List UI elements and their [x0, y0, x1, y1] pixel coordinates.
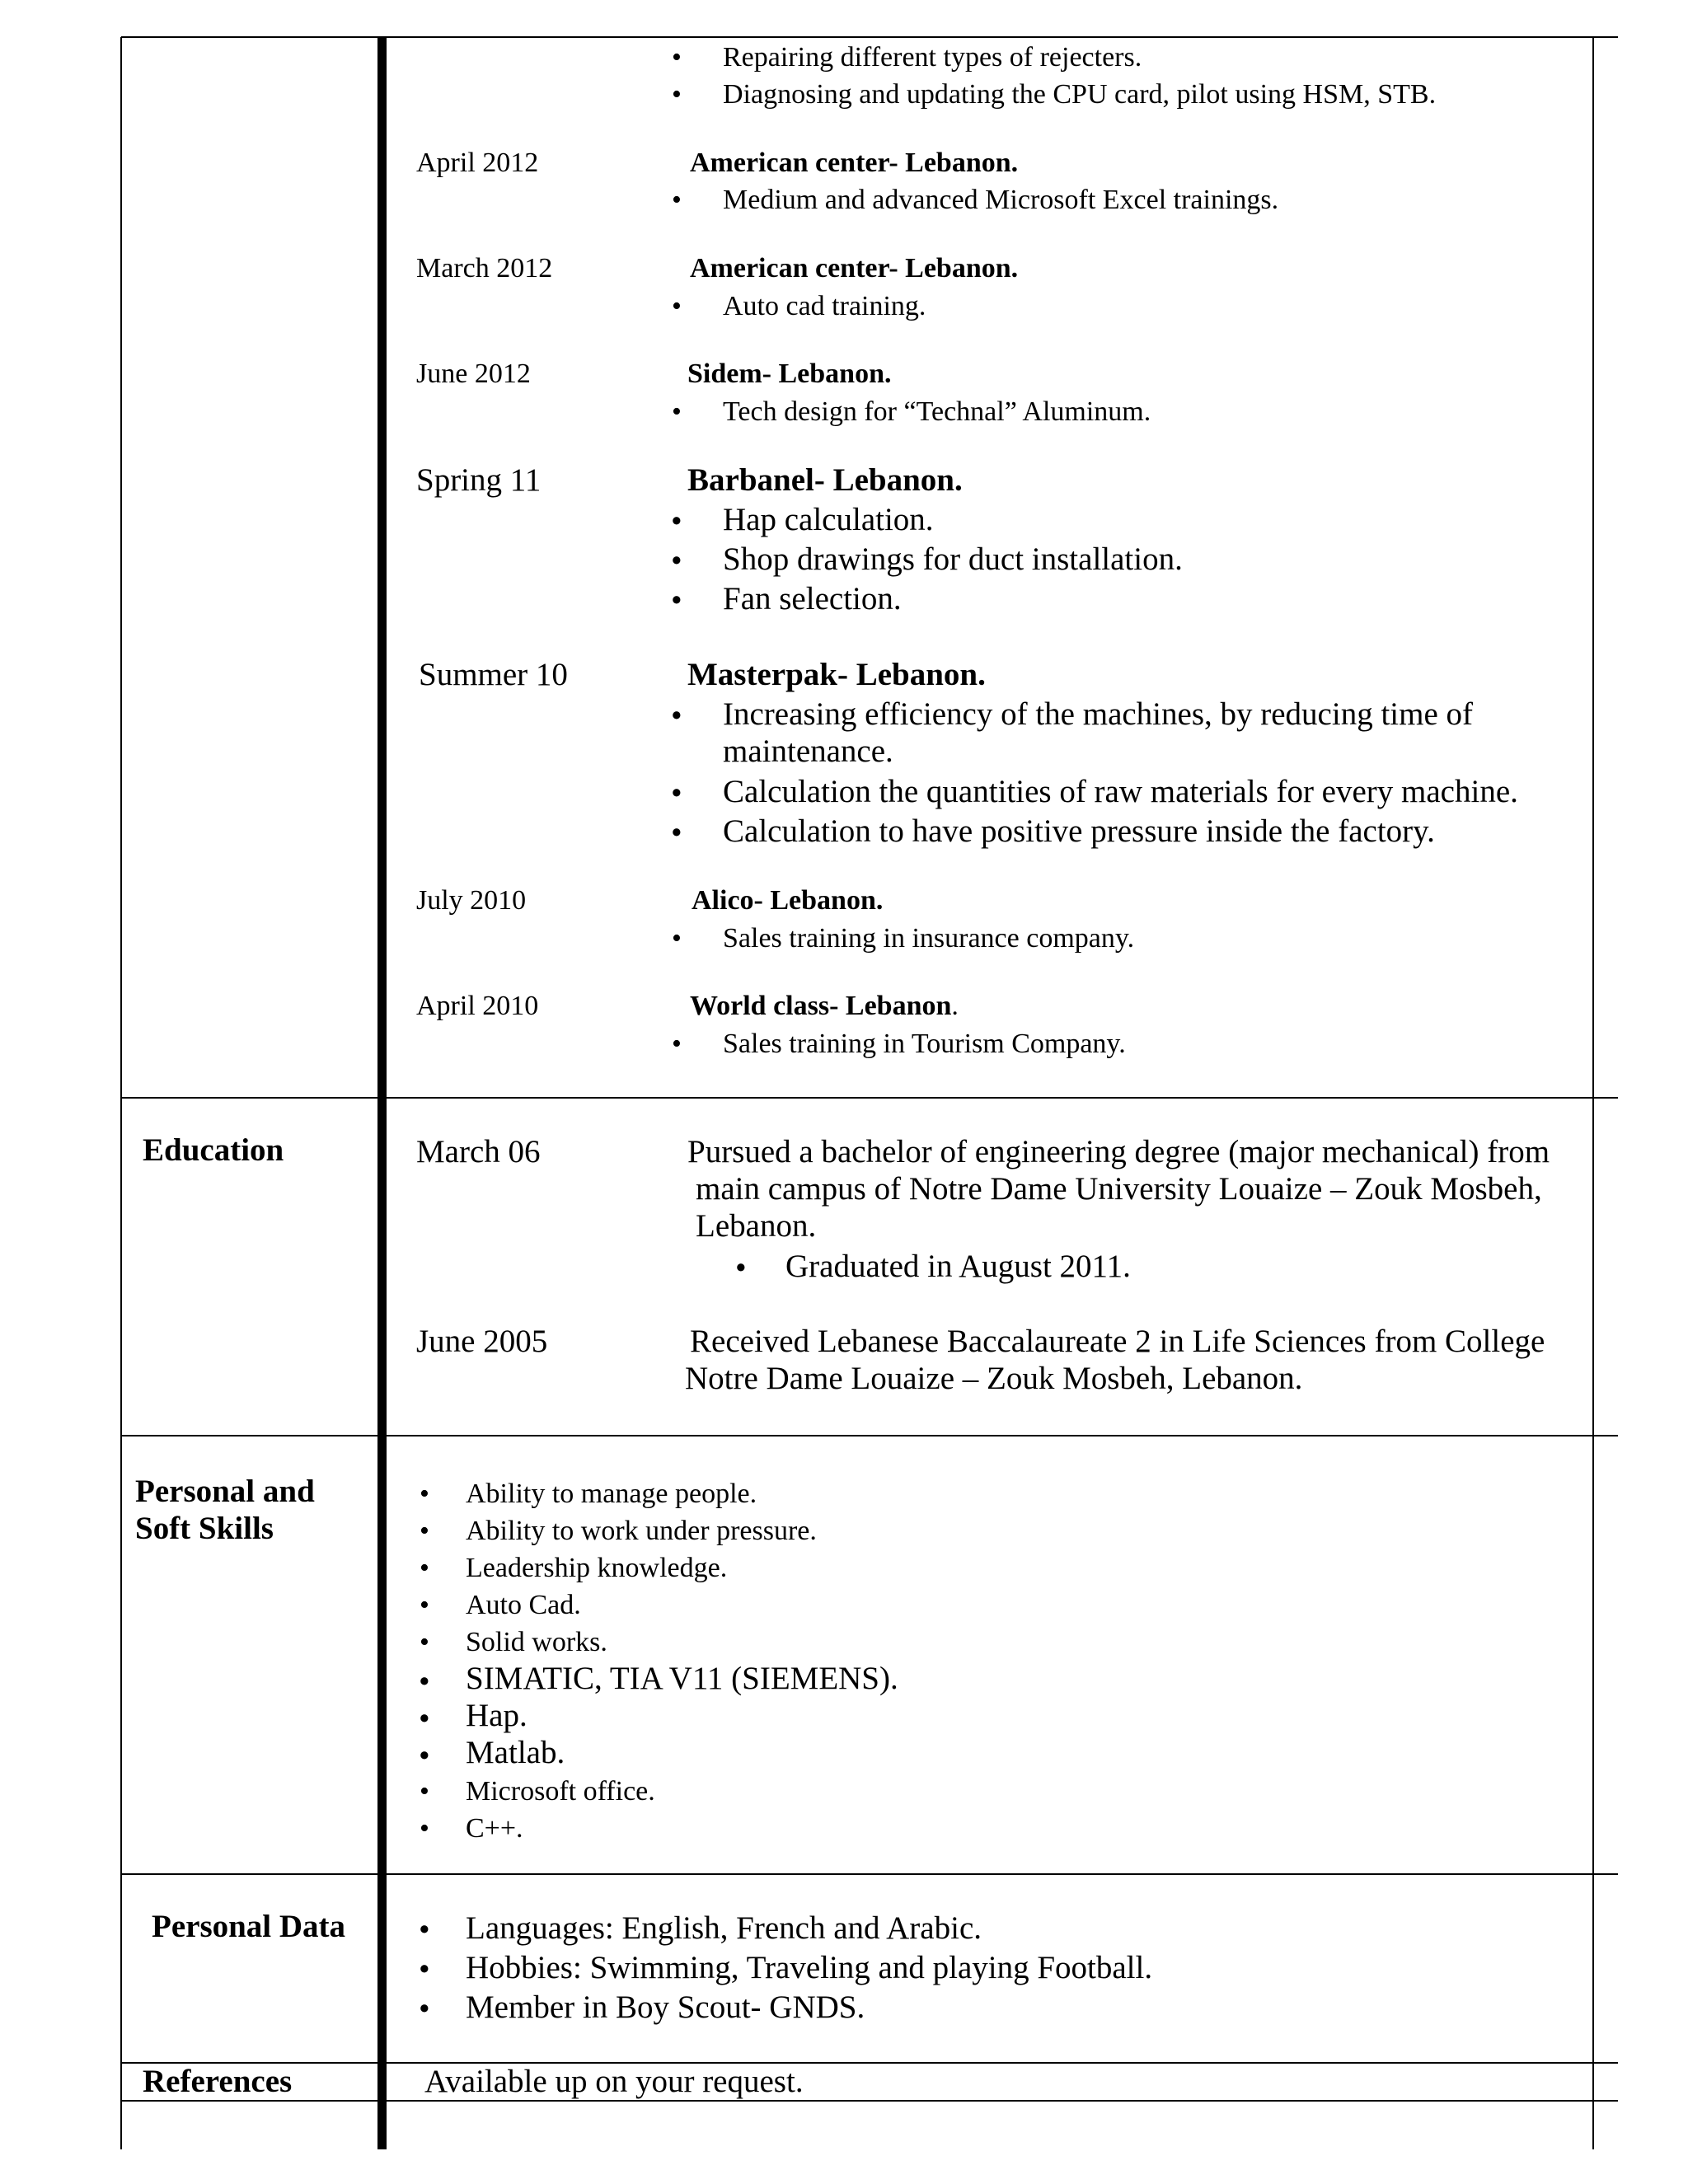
bullet-icon: •: [671, 776, 682, 811]
skill-item: SIMATIC, TIA V11 (SIEMENS).: [466, 1661, 898, 1696]
bullet-icon: •: [419, 1991, 430, 2027]
bullet-icon: •: [419, 1664, 430, 1699]
bullet-icon: •: [672, 79, 682, 110]
bullet-text: Repairing different types of rejecters.: [723, 42, 1142, 73]
skill-item: Matlab.: [466, 1735, 565, 1770]
bullet-icon: •: [671, 543, 682, 579]
bullet-icon: •: [420, 1776, 429, 1807]
skill-item: Leadership knowledge.: [466, 1553, 728, 1583]
bullet-icon: •: [672, 291, 682, 321]
column-divider: [377, 37, 387, 2149]
personal-data-item: Member in Boy Scout- GNDS.: [466, 1990, 865, 2025]
bullet-icon: •: [419, 1912, 430, 1947]
table-border-right: [1592, 37, 1594, 2149]
table-border-top: [121, 36, 1618, 38]
bullet-text: Sales training in Tourism Company.: [723, 1029, 1126, 1059]
entry-date: Spring 11: [416, 462, 542, 498]
entry-text: Notre Dame Louaize – Zouk Mosbeh, Lebanon.: [685, 1361, 1303, 1396]
entry-organization-suffix: .: [951, 991, 959, 1021]
bullet-text: Diagnosing and updating the CPU card, pilot using HSM, STB.: [723, 79, 1437, 110]
section-heading: References: [143, 2064, 293, 2099]
bullet-icon: •: [420, 1479, 429, 1509]
bullet-text: Increasing efficiency of the machines, by reducing time of: [723, 696, 1474, 732]
entry-text: Received Lebanese Baccalaureate 2 in Life Sciences from College: [690, 1324, 1545, 1359]
bullet-icon: •: [420, 1813, 429, 1844]
bullet-icon: •: [419, 1952, 430, 1987]
entry-text: Pursued a bachelor of engineering degree (major mechanical) from: [687, 1134, 1550, 1169]
bullet-icon: •: [672, 185, 682, 215]
bullet-icon: •: [735, 1250, 747, 1286]
bullet-icon: •: [420, 1553, 429, 1583]
entry-organization: Barbanel- Lebanon.: [687, 462, 963, 498]
skill-item: Auto Cad.: [466, 1590, 581, 1620]
entry-organization: Masterpak- Lebanon.: [687, 657, 986, 692]
bullet-icon: •: [672, 396, 682, 427]
entry-text: Lebanon.: [696, 1208, 817, 1244]
section-heading: Education: [143, 1132, 284, 1168]
entry-date: March 2012: [416, 253, 553, 284]
section-divider-personal-data: [121, 1873, 1618, 1875]
section-heading: Personal and: [135, 1474, 315, 1509]
entry-date: March 06: [416, 1134, 541, 1169]
bullet-icon: •: [671, 698, 682, 733]
skill-item: Solid works.: [466, 1627, 607, 1657]
bullet-icon: •: [419, 1701, 430, 1736]
entry-date: April 2012: [416, 148, 539, 178]
bullet-icon: •: [672, 923, 682, 954]
entry-date: April 2010: [416, 991, 539, 1021]
bullet-text: Calculation to have positive pressure inside the factory.: [723, 813, 1435, 849]
entry-organization: American center- Lebanon.: [690, 148, 1019, 178]
skill-item: Ability to work under pressure.: [466, 1516, 817, 1546]
entry-organization-line: [690, 990, 959, 1022]
entry-organization: World class- Lebanon: [690, 991, 952, 1021]
bullet-icon: •: [420, 1516, 429, 1546]
personal-data-item: Languages: English, French and Arabic.: [466, 1910, 982, 1946]
bullet-text: Fan selection.: [723, 581, 902, 616]
bullet-icon: •: [671, 815, 682, 851]
entry-organization: American center- Lebanon.: [690, 253, 1019, 284]
skill-item: Microsoft office.: [466, 1776, 655, 1807]
entry-organization: Sidem- Lebanon.: [687, 359, 892, 389]
bullet-text: Calculation the quantities of raw materials for every machine.: [723, 774, 1518, 809]
table-border-left: [120, 37, 122, 2149]
bullet-icon: •: [671, 504, 682, 539]
bullet-icon: •: [419, 1738, 430, 1774]
bullet-text: Hap calculation.: [723, 502, 934, 537]
entry-text: main campus of Notre Dame University Louaize – Zouk Mosbeh,: [696, 1171, 1542, 1207]
skill-item: Hap.: [466, 1698, 528, 1733]
entry-date: July 2010: [416, 885, 527, 916]
bullet-text: Graduated in August 2011.: [785, 1249, 1131, 1284]
section-divider-skills: [121, 1435, 1618, 1436]
entry-date: June 2005: [416, 1324, 548, 1359]
personal-data-item: Hobbies: Swimming, Traveling and playing Football.: [466, 1950, 1153, 1985]
bullet-icon: •: [672, 1029, 682, 1059]
references-text: Available up on your request.: [424, 2064, 804, 2099]
bullet-icon: •: [671, 583, 682, 618]
section-divider-references: [121, 2062, 1618, 2064]
entry-organization: Alico- Lebanon.: [692, 885, 884, 916]
entry-date: June 2012: [416, 359, 531, 389]
section-divider-education: [121, 1097, 1618, 1099]
table-border-bottom: [121, 2100, 1618, 2102]
bullet-icon: •: [672, 42, 682, 73]
section-heading: Soft Skills: [135, 1511, 274, 1546]
bullet-icon: •: [420, 1627, 429, 1657]
bullet-text: Shop drawings for duct installation.: [723, 541, 1183, 577]
entry-date: Summer 10: [419, 657, 568, 692]
skill-item: C++.: [466, 1813, 523, 1844]
bullet-icon: •: [420, 1590, 429, 1620]
skill-item: Ability to manage people.: [466, 1479, 757, 1509]
bullet-text: Medium and advanced Microsoft Excel trainings.: [723, 185, 1279, 215]
bullet-text: Auto cad training.: [723, 291, 926, 321]
bullet-text-continued: maintenance.: [723, 733, 893, 769]
bullet-text: Sales training in insurance company.: [723, 923, 1135, 954]
bullet-text: Tech design for “Technal” Aluminum.: [723, 396, 1151, 427]
section-heading: Personal Data: [152, 1909, 346, 1944]
